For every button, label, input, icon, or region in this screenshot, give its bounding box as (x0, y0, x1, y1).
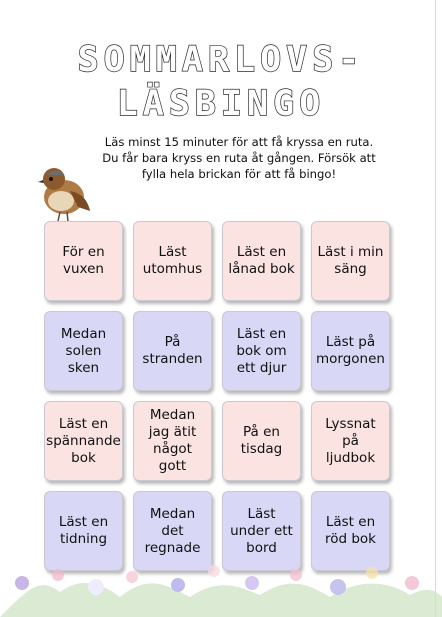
bingo-cell-label: Läst en röd bok (324, 514, 377, 547)
bingo-cell[interactable] (311, 311, 390, 391)
title-line-2: LÄSBINGO (116, 84, 326, 124)
bingo-cell-label: På en tisdag (240, 424, 283, 457)
bingo-cell[interactable] (44, 221, 123, 301)
bingo-cell[interactable] (222, 311, 301, 391)
bingo-cell[interactable] (222, 221, 301, 301)
bingo-cell-label: Läst på morgonen (316, 334, 385, 367)
sparrow-icon (34, 155, 94, 225)
title-line-1: SOMMARLOVS- (77, 40, 365, 80)
bingo-cell[interactable] (44, 311, 123, 391)
bingo-cell[interactable] (133, 311, 212, 391)
bingo-cell-label: Läst under ett bord (230, 505, 293, 556)
bingo-cell-label: På stranden (142, 334, 203, 367)
bingo-cell-label: Läst utomhus (142, 244, 203, 277)
bingo-cell[interactable] (133, 221, 212, 301)
bingo-cell-label: Läst en lånad bok (228, 244, 295, 277)
bingo-cell[interactable] (222, 401, 301, 481)
bingo-cell-label: Medan jag ätit något gott (148, 407, 197, 474)
bingo-cell[interactable] (133, 401, 212, 481)
bingo-grid (44, 221, 390, 571)
bingo-cell[interactable] (311, 221, 390, 301)
bingo-cell-label: Lyssnat på ljudbok (325, 415, 376, 466)
bingo-cell-label: Läst en bok om ett djur (236, 325, 287, 376)
bingo-cell-label: Läst i min säng (317, 244, 384, 277)
bingo-cell[interactable] (311, 401, 390, 481)
bingo-cell-label: Medan det regnade (144, 505, 201, 556)
bingo-cell-label: Läst en tidning (58, 514, 109, 547)
bingo-cell[interactable] (44, 401, 123, 481)
bingo-cell-label: För en vuxen (62, 244, 105, 277)
bingo-cell-label: Läst en spännande bok (46, 415, 121, 466)
flower-border-icon (0, 557, 442, 617)
bingo-cell-label: Medan solen sken (60, 325, 107, 376)
intro-text: Läs minst 15 minuter för att få kryssa en ruta. Du får bara kryss en ruta åt gången. Försök att fylla hela brickan för att få bingo! (102, 135, 376, 181)
